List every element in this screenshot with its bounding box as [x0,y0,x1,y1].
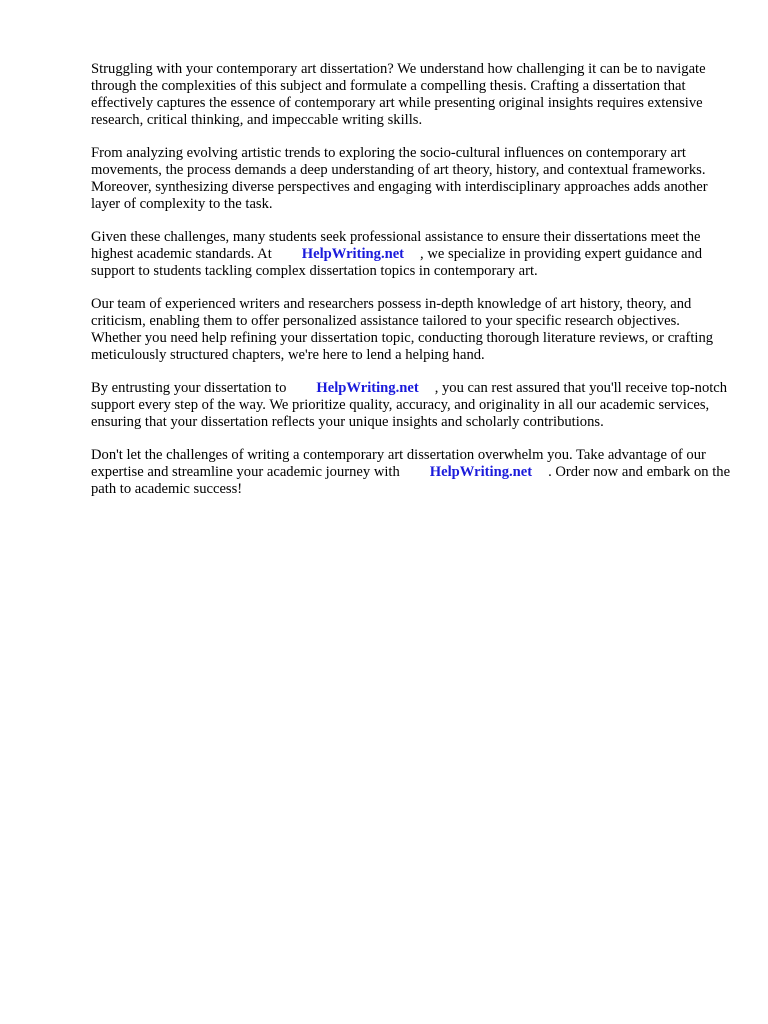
paragraph-call-to-action [91,447,731,498]
paragraph-entrusting-text-end: , you can rest assured that you'll receive top-notch support every step of the way. We prioritize quality, accuracy, and originality in all our academic services, ensuring that your dissertation reflects your unique insights and scholarly contributions. [91,380,728,430]
paragraph-team: Our team of experienced writers and researchers possess in-depth knowledge of art history, theory, and criticism, enabling them to offer personalized assistance tailored to your specific research objectives. Whether you need help refining your dissertation topic, conducting thorough literature reviews, or crafting meticulously structured chapters, we're here to lend a helping hand. [91,296,714,363]
document-body [91,61,731,514]
paragraph-cta-text-end: . Order now and embark on the path to academic success! [91,464,731,497]
paragraph-assistance [91,229,731,280]
helpwriting-link[interactable]: HelpWriting.net [301,246,405,262]
paragraph-entrusting-text-start: By entrusting your dissertation to [91,380,287,396]
paragraph-assistance-text-end: , we specialize in providing expert guidance and support to students tackling complex dissertation topics in contemporary art. [91,246,703,279]
paragraph-challenges: From analyzing evolving artistic trends to exploring the socio-cultural influences on contemporary art movements, the process demands a deep understanding of art theory, history, and contextual frameworks. Moreover, synthesizing diverse perspectives and engaging with interdisciplinary approaches adds another layer of complexity to the task. [91,145,708,212]
helpwriting-link[interactable]: HelpWriting.net [316,380,419,396]
paragraph-entrusting [91,380,731,431]
paragraph-intro: Struggling with your contemporary art dissertation? We understand how challenging it can be to navigate through the complexities of this subject and formulate a compelling thesis. Crafting a dissertation that effectively captures the essence of contemporary art while presenting original insights requires extensive research, critical thinking, and impeccable writing skills. [91,61,706,128]
helpwriting-link[interactable]: HelpWriting.net [429,464,533,480]
paragraph-cta-text-start: Don't let the challenges of writing a contemporary art dissertation overwhelm you. Take advantage of our expertise and streamline your academic journey with [91,447,706,480]
paragraph-assistance-text-start: Given these challenges, many students seek professional assistance to ensure their dissertations meet the highest academic standards. At [91,229,701,262]
